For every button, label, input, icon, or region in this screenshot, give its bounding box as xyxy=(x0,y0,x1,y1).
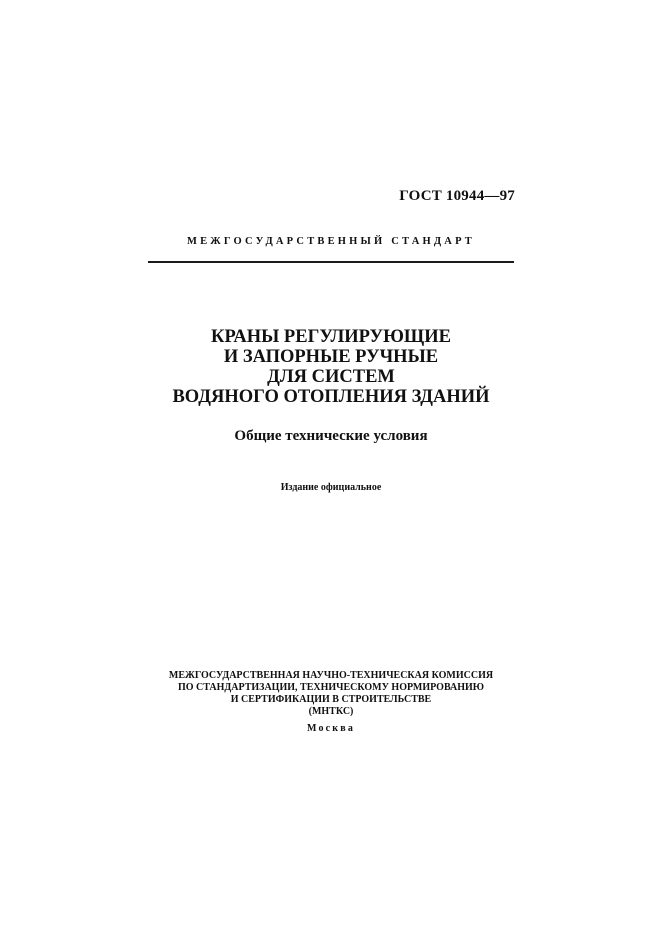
publication-city: Москва xyxy=(306,723,356,734)
document-title xyxy=(148,327,514,407)
title-line: ВОДЯНОГО ОТОПЛЕНИЯ ЗДАНИЙ xyxy=(172,387,490,407)
publisher-line: МЕЖГОСУДАРСТВЕННАЯ НАУЧНО-ТЕХНИЧЕСКАЯ КОМИССИЯ xyxy=(168,670,494,681)
publisher-line: (МНТКС) xyxy=(308,706,354,717)
title-line: КРАНЫ РЕГУЛИРУЮЩИЕ xyxy=(211,327,451,347)
edition-note: Издание официальное xyxy=(280,482,382,493)
publisher-line: И СЕРТИФИКАЦИИ В СТРОИТЕЛЬСТВЕ xyxy=(230,694,432,705)
title-line: ДЛЯ СИСТЕМ xyxy=(267,367,395,387)
publisher-line: ПО СТАНДАРТИЗАЦИИ, ТЕХНИЧЕСКОМУ НОРМИРОВАНИЮ xyxy=(177,682,485,693)
gost-number: ГОСТ 10944—97 xyxy=(399,188,515,204)
publisher-block xyxy=(148,670,514,718)
header-rule xyxy=(148,261,514,263)
standard-type-heading: МЕЖГОСУДАРСТВЕННЫЙ СТАНДАРТ xyxy=(186,236,476,247)
document-subtitle: Общие технические условия xyxy=(234,428,428,444)
title-line: И ЗАПОРНЫЕ РУЧНЫЕ xyxy=(223,347,439,367)
